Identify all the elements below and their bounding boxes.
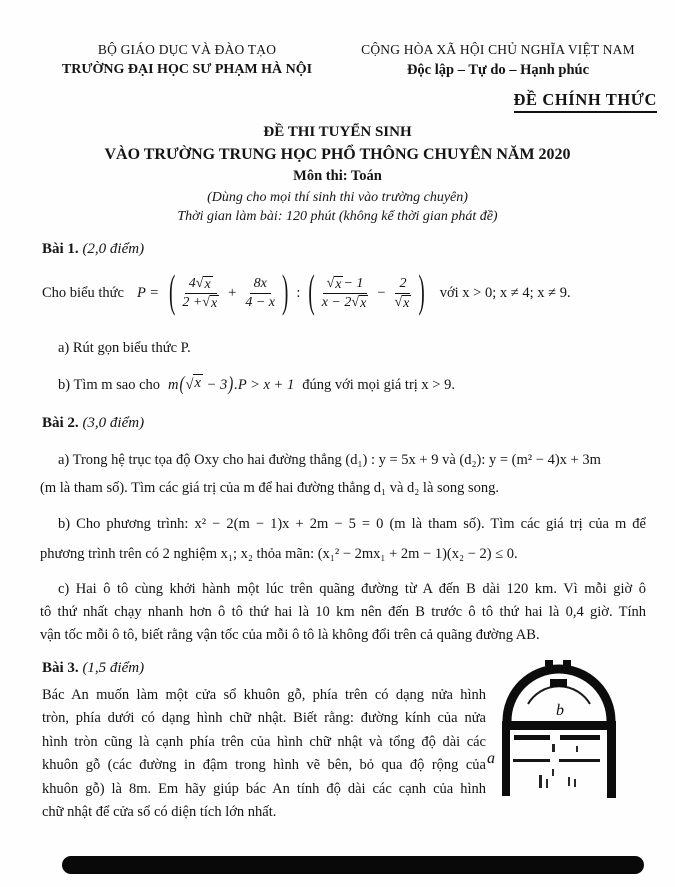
bai1-points: (2,0 điểm) xyxy=(82,240,145,257)
divider-dash xyxy=(539,775,542,788)
bai2-item-a-line1: a) Trong hệ trục tọa độ Oxy cho hai đường thẳng (d₁) : y = 5x + 9 và (d₂): y = (m² − 4)x + 3m xyxy=(58,451,601,468)
fraction-3 xyxy=(318,276,373,312)
sqrt-x xyxy=(196,276,213,293)
right-jamb xyxy=(607,721,616,798)
bai1-item-b-math xyxy=(168,374,294,397)
domain-condition: với x > 0; x ≠ 4; x ≠ 9. xyxy=(439,285,571,302)
bai2-item-b-line1: b) Cho phương trình: x² − 2(m − 1)x + 2m − 5 = 0 (m là tham số). Tìm các giá trị của m để xyxy=(58,515,646,532)
plus-operator: + xyxy=(228,285,237,302)
audience-note: (Dùng cho mọi thí sinh thi vào trường chuyên) xyxy=(207,190,468,206)
radical-sign: √ xyxy=(351,295,360,311)
radicand: x xyxy=(360,296,367,312)
ministry-name: BỘ GIÁO DỤC VÀ ĐÀO TẠO xyxy=(97,42,277,57)
bai1-item-b xyxy=(58,374,646,397)
national-motto: Độc lập – Tự do – Hạnh phúc xyxy=(406,62,590,78)
duration-note: Thời gian làm bài: 120 phút (không kể thời gian phát đề) xyxy=(177,208,498,224)
divider-dash xyxy=(546,779,548,788)
official-exam-stamp: ĐỀ CHÍNH THỨC xyxy=(514,90,657,113)
bai2-heading xyxy=(42,415,675,432)
figure-label-b: b xyxy=(556,702,564,719)
sqrt-x xyxy=(351,295,368,312)
pane-bar xyxy=(513,759,550,762)
bai2-points: (3,0 điểm) xyxy=(82,414,145,431)
scanner-artifact-bar xyxy=(62,856,644,874)
bai1-expression xyxy=(42,268,675,320)
subject-line: Môn thi: Toán xyxy=(293,167,382,184)
bai1-intro-text: Cho biểu thức xyxy=(42,285,124,302)
radical-sign: √ xyxy=(326,275,335,291)
fraction-2 xyxy=(241,276,279,312)
right-paren: ) xyxy=(282,267,289,318)
frac3-num-rest: − 1 xyxy=(343,275,364,291)
divider-dash xyxy=(568,777,570,786)
horizontal-beam xyxy=(502,721,615,730)
frac3-den-pre: x − 2 xyxy=(321,295,352,311)
exam-title-line1: ĐỀ THI TUYỂN SINH xyxy=(263,124,412,140)
frac1-num-coef: 4 xyxy=(188,275,196,291)
right-paren: ) xyxy=(418,267,425,318)
bai1-item-a: a) Rút gọn biểu thức P. xyxy=(58,339,191,356)
exam-title-line2: VÀO TRƯỜNG TRUNG HỌC PHỔ THÔNG CHUYÊN NĂM 2020 xyxy=(104,145,571,163)
exam-title-block xyxy=(0,123,675,226)
radicand: x xyxy=(194,374,201,391)
sqrt-x xyxy=(202,295,219,312)
window-figure xyxy=(486,651,646,801)
left-paren: ( xyxy=(179,373,185,396)
sqrt-x xyxy=(394,295,411,312)
radicand: x xyxy=(335,276,342,292)
left-jamb xyxy=(502,721,510,796)
national-header-block xyxy=(343,42,653,79)
radicand: x xyxy=(210,296,218,312)
pane-bar xyxy=(514,735,550,740)
bai3-line: chữ nhật để cửa sổ có diện tích lớn nhất. xyxy=(42,804,277,821)
bai1-label: Bài 1. xyxy=(42,240,79,257)
bai2-item-c-line2: tô thứ nhất chạy nhanh hơn ô tô thứ hai là 10 km nên đến B trước ô tô thứ hai là 0,4 giờ. Tính xyxy=(40,603,646,620)
bai3-line: tròn, phía dưới có dạng hình chữ nhật. Biết rằng: đường kính của nửa xyxy=(42,710,486,727)
radicand: x xyxy=(204,276,211,292)
left-paren: ( xyxy=(308,267,315,318)
stamp-row xyxy=(0,90,675,113)
divider-dash xyxy=(574,779,576,787)
right-paren: ) xyxy=(228,373,234,396)
republic-name: CỘNG HÒA XÃ HỘI CHỦ NGHĨA VIỆT NAM xyxy=(361,42,635,57)
bai2-item-c-line3: vận tốc mỗi ô tô, biết rằng vận tốc của mỗi ô tô là không đổi trên cả quãng đường AB. xyxy=(40,626,540,643)
inner-arc-blob xyxy=(550,679,567,687)
radical-sign: √ xyxy=(394,295,403,311)
division-colon: : xyxy=(296,285,301,302)
bai1-item-b-text: b) Tìm m sao cho xyxy=(58,376,161,393)
university-name: TRƯỜNG ĐẠI HỌC SƯ PHẠM HÀ NỘI xyxy=(61,62,313,77)
frac2-den: 4 − x xyxy=(245,295,276,311)
radical-sign: √ xyxy=(202,295,210,311)
bai3-label: Bài 3. xyxy=(42,659,79,676)
fraction-1 xyxy=(178,276,223,312)
divider-dash xyxy=(552,769,554,776)
radicand: x xyxy=(403,296,410,312)
minus-operator: − xyxy=(377,285,386,302)
minus-three: − 3 xyxy=(202,376,228,393)
window-drawing xyxy=(486,651,646,801)
fraction-4 xyxy=(390,276,415,312)
sqrt-x xyxy=(186,374,203,397)
bai1-item-b-condition: đúng với mọi giá trị x > 9. xyxy=(302,376,455,393)
divider-dash xyxy=(576,746,578,752)
pane-bar xyxy=(560,735,600,740)
bai2-item-b-line2: phương trình trên có 2 nghiệm x₁; x₂ thỏa mãn: (x₁² − 2mx₁ + 2m − 1)(x₂ − 2) ≤ 0. xyxy=(40,545,518,562)
bai3-line: Bác An muốn làm một cửa sổ khuôn gỗ, phía trên có dạng nửa hình xyxy=(42,686,486,703)
frac2-num: 8x xyxy=(250,276,271,295)
bai3-line: hình tròn cũng là cạnh phía trên của hình chữ nhật và tổng độ dài các xyxy=(42,733,486,750)
bai3-line: khuôn gỗ) là 8m. Em hãy giúp bác An tính độ dài các cạnh của hình xyxy=(42,780,486,797)
bai1-heading xyxy=(42,241,675,258)
expression-lhs: P = xyxy=(136,285,159,302)
issuing-org-block xyxy=(42,42,332,79)
bai3-line: khuôn gỗ (các đường in đậm trong hình vẽ bên, bỏ qua độ rộng của xyxy=(42,757,486,774)
frac1-den-pre: 2 + xyxy=(182,295,203,311)
frac4-num: 2 xyxy=(395,276,410,295)
radical-sign: √ xyxy=(185,376,194,393)
arch-nub xyxy=(563,660,571,666)
sqrt-x xyxy=(327,276,344,293)
bai2-item-a-line2: (m là tham số). Tìm các giá trị của m để hai đường thẳng d₁ và d₂ là song song. xyxy=(40,479,500,496)
arch-nub xyxy=(545,660,553,666)
bai2-label: Bài 2. xyxy=(42,414,79,431)
variable-m: m xyxy=(168,376,179,393)
document-header xyxy=(0,0,675,79)
bai3-points: (1,5 điểm) xyxy=(82,659,145,676)
left-paren: ( xyxy=(168,267,176,318)
bai2-item-c-line1: c) Hai ô tô cùng khởi hành một lúc trên quãng đường từ A đến B dài 120 km. Vì mỗi giờ ô xyxy=(58,580,646,597)
figure-label-a: a xyxy=(487,750,495,767)
pane-bar xyxy=(559,759,600,762)
divider-dash xyxy=(552,744,555,752)
inequality: .P > x + 1 xyxy=(234,376,295,393)
radical-sign: √ xyxy=(195,275,204,291)
